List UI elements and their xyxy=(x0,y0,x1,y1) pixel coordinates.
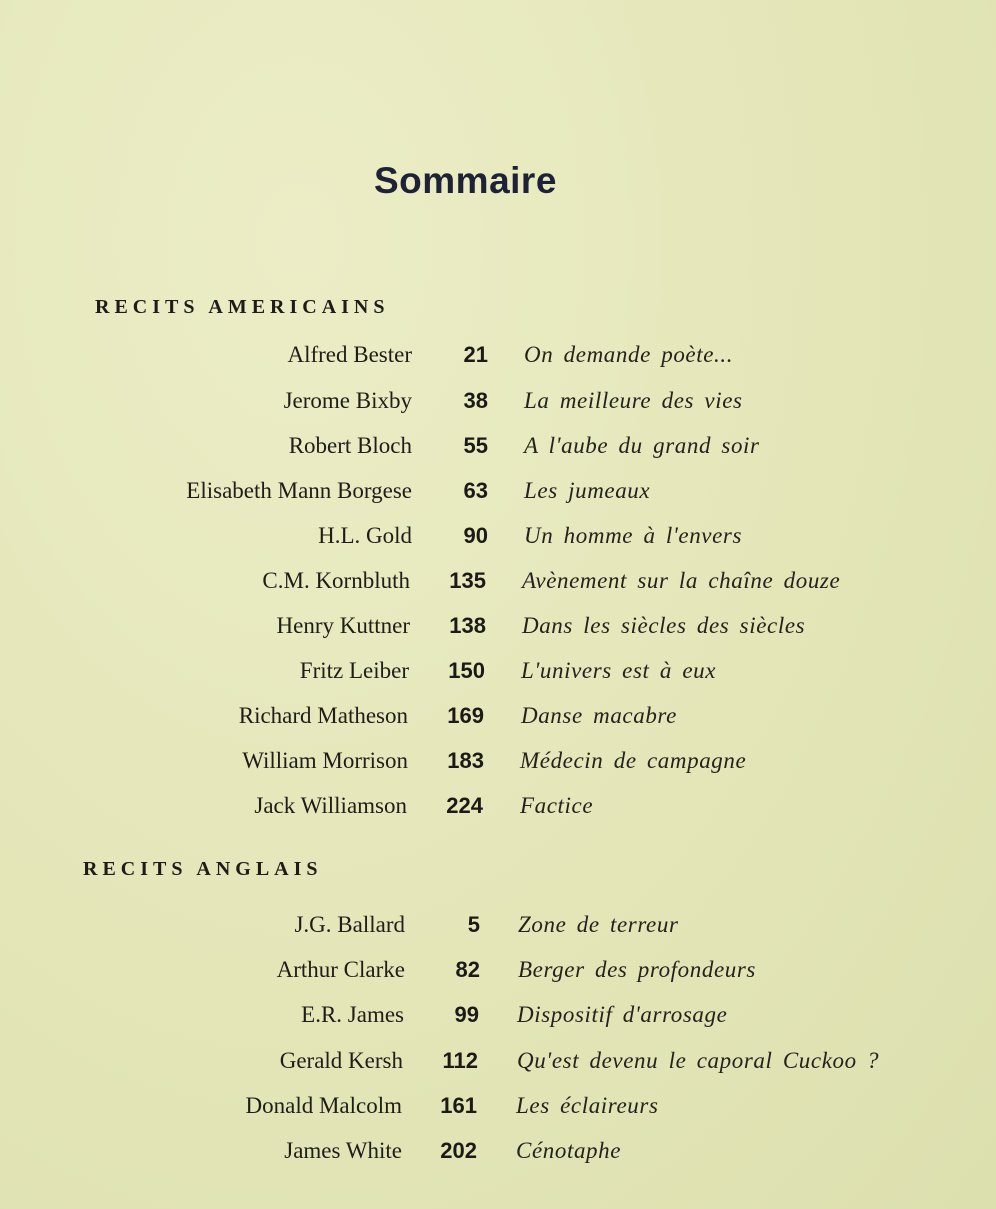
story-title: Factice xyxy=(520,793,594,818)
author-name: Jack Williamson xyxy=(254,793,407,818)
author-name: Arthur Clarke xyxy=(276,957,405,982)
author-name: Elisabeth Mann Borgese xyxy=(186,478,412,503)
story-title: Danse macabre xyxy=(521,703,677,728)
story-title: Dans les siècles des siècles xyxy=(522,613,806,638)
author-name: Jerome Bixby xyxy=(283,388,412,413)
author-name: J.G. Ballard xyxy=(294,912,405,937)
author-name: E.R. James xyxy=(301,1002,404,1027)
author-name: Richard Matheson xyxy=(238,703,408,728)
toc-entry xyxy=(0,748,996,788)
author-name: Donald Malcolm xyxy=(245,1093,402,1118)
toc-entry xyxy=(0,912,996,952)
page-number: 138 xyxy=(449,613,486,638)
story-title: Cénotaphe xyxy=(516,1138,622,1163)
author-name: Alfred Bester xyxy=(287,342,412,367)
toc-entry xyxy=(0,478,996,518)
story-title: Un homme à l'envers xyxy=(524,523,743,548)
toc-entry xyxy=(0,658,996,698)
toc-entry xyxy=(0,957,996,997)
page-number: 90 xyxy=(463,523,488,548)
story-title: Les jumeaux xyxy=(524,478,651,503)
story-title: Médecin de campagne xyxy=(520,748,747,773)
toc-entry xyxy=(0,1002,996,1042)
page-number: 99 xyxy=(454,1002,479,1027)
toc-entry xyxy=(0,703,996,743)
toc-entry xyxy=(0,388,996,428)
page-title: Sommaire xyxy=(374,160,557,201)
story-title: Dispositif d'arrosage xyxy=(517,1002,728,1027)
page-number: 224 xyxy=(446,793,483,818)
story-title: Zone de terreur xyxy=(518,912,679,937)
page-number: 150 xyxy=(448,658,485,683)
page-number: 63 xyxy=(463,478,488,503)
toc-entry xyxy=(0,342,996,382)
page-number: 161 xyxy=(440,1093,477,1118)
story-title: L'univers est à eux xyxy=(521,658,717,683)
section-heading-american: RECITS AMERICAINS xyxy=(95,296,390,318)
page-number: 135 xyxy=(449,568,486,593)
toc-entry xyxy=(0,523,996,563)
story-title: Qu'est devenu le caporal Cuckoo ? xyxy=(517,1048,880,1073)
story-title: A l'aube du grand soir xyxy=(524,433,760,458)
section-heading-english: RECITS ANGLAIS xyxy=(83,858,323,880)
toc-entry xyxy=(0,1048,996,1088)
story-title: Les éclaireurs xyxy=(516,1093,659,1118)
author-name: Gerald Kersh xyxy=(279,1048,403,1073)
toc-entry xyxy=(0,1093,996,1133)
author-name: Henry Kuttner xyxy=(276,613,410,638)
page-number: 38 xyxy=(463,388,488,413)
toc-entry xyxy=(0,433,996,473)
page-number: 183 xyxy=(447,748,484,773)
author-name: C.M. Kornbluth xyxy=(262,568,410,593)
author-name: William Morrison xyxy=(242,748,408,773)
toc-entry xyxy=(0,613,996,653)
author-name: H.L. Gold xyxy=(318,523,412,548)
page-number: 169 xyxy=(447,703,484,728)
author-name: Fritz Leiber xyxy=(299,658,409,683)
story-title: Avènement sur la chaîne douze xyxy=(522,568,841,593)
story-title: On demande poète... xyxy=(524,342,734,367)
page-number: 5 xyxy=(467,912,480,937)
page-number: 202 xyxy=(440,1138,477,1163)
page-number: 82 xyxy=(455,957,480,982)
author-name: Robert Bloch xyxy=(288,433,412,458)
toc-entry xyxy=(0,793,996,833)
toc-entry xyxy=(0,1138,996,1178)
toc-entry xyxy=(0,568,996,608)
page-number: 21 xyxy=(463,342,488,367)
story-title: La meilleure des vies xyxy=(524,388,743,413)
story-title: Berger des profondeurs xyxy=(518,957,756,982)
page-number: 55 xyxy=(463,433,488,458)
author-name: James White xyxy=(284,1138,402,1163)
page-number: 112 xyxy=(442,1048,478,1073)
